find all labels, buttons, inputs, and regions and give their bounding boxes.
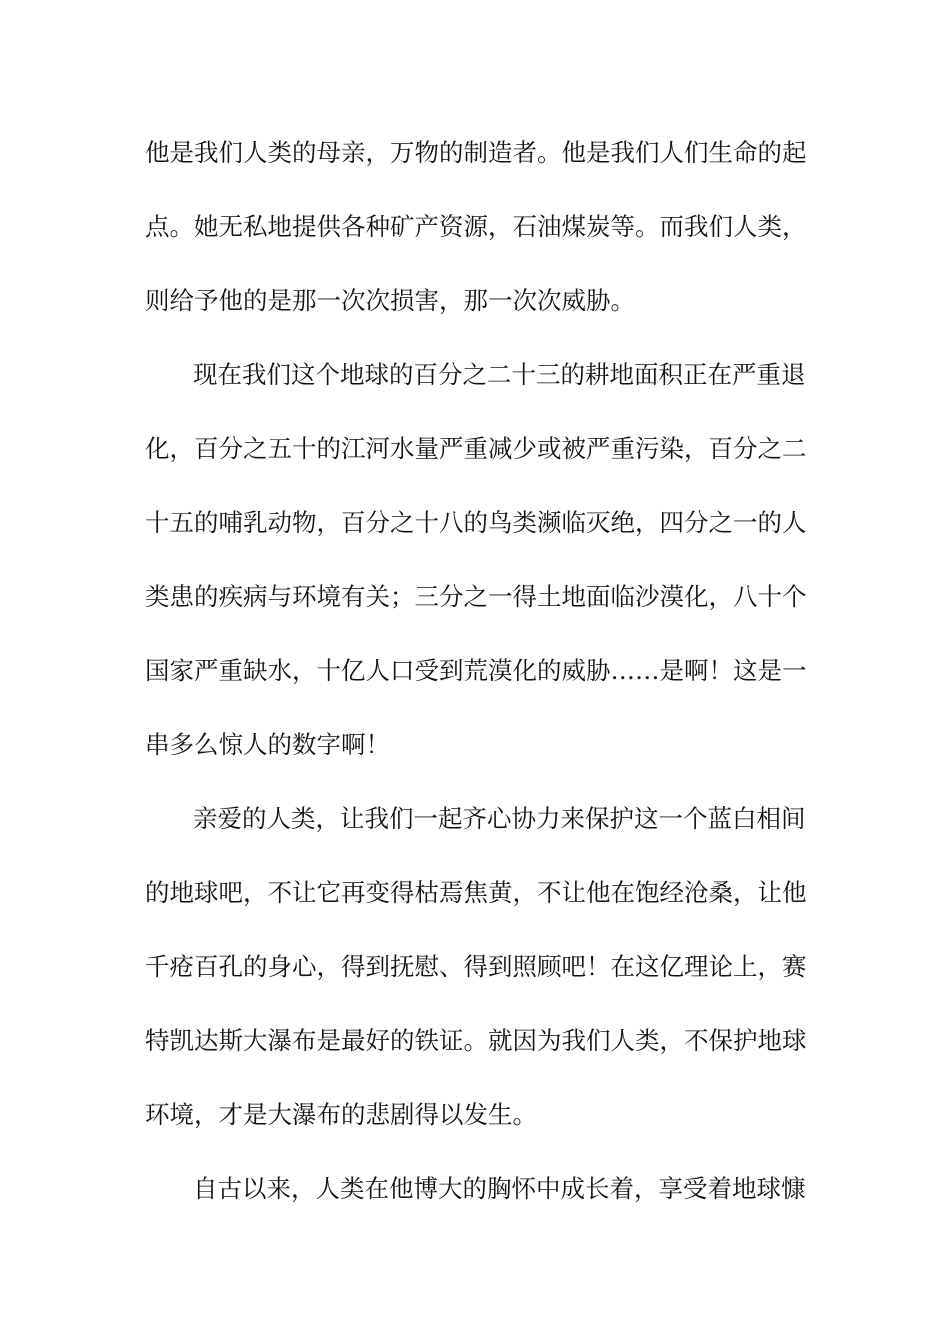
text-line: 十五的哺乳动物，百分之十八的鸟类濒临灭绝，四分之一的人 <box>145 508 807 537</box>
text-line: 环境，才是大瀑布的悲剧得以发生。 <box>145 1100 537 1129</box>
text-line: 国家严重缺水，十亿人口受到荒漠化的威胁……是啊！这是一 <box>145 656 807 685</box>
text-line: 的地球吧，不让它再变得枯焉焦黄，不让他在饱经沧桑，让他 <box>145 878 807 907</box>
text-line: 类患的疾病与环境有关；三分之一得土地面临沙漠化，八十个 <box>145 582 807 611</box>
text-line: 点。她无私地提供各种矿产资源，石油煤炭等。而我们人类， <box>145 212 807 241</box>
text-line: 现在我们这个地球的百分之二十三的耕地面积正在严重退 <box>193 360 806 389</box>
text-line: 串多么惊人的数字啊！ <box>145 730 390 759</box>
text-line: 他是我们人类的母亲，万物的制造者。他是我们人们生命的起 <box>145 138 807 167</box>
text-line: 特凯达斯大瀑布是最好的铁证。就因为我们人类，不保护地球 <box>145 1026 807 1055</box>
text-line: 亲爱的人类，让我们一起齐心协力来保护这一个蓝白相间 <box>193 804 806 833</box>
text-line: 化，百分之五十的江河水量严重减少或被严重污染，百分之二 <box>145 434 807 463</box>
text-line: 则给予他的是那一次次损害，那一次次威胁。 <box>145 286 635 315</box>
text-line: 自古以来，人类在他博大的胸怀中成长着，享受着地球慷 <box>193 1174 806 1203</box>
text-line: 千疮百孔的身心，得到抚慰、得到照顾吧！在这亿理论上，赛 <box>145 952 807 981</box>
